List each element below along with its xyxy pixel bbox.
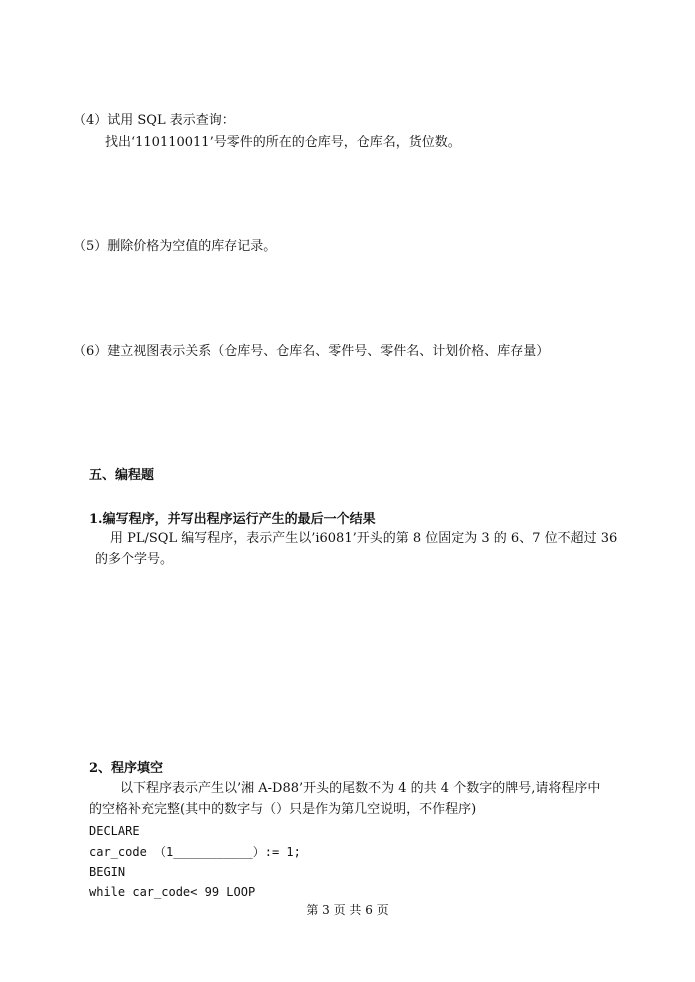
page-footer: 第 3 页 共 6 页: [306, 903, 389, 917]
code-line: BEGIN: [89, 865, 126, 879]
item-1-body-line-1: 用 PL/SQL 编写程序，表示产生以’i6081’开头的第 8 位固定为 3 的 6、7 位不超过 36: [110, 531, 618, 546]
item-1-title: 1.编写程序，并写出程序运行产生的最后一个结果: [89, 512, 376, 527]
code-line: car_code （1___________）:= 1;: [89, 845, 301, 859]
item-2-body-line-1: 以下程序表示产生以’湘 A-D88’开头的尾数不为 4 的共 4 个数字的牌号,请将程序中: [120, 781, 601, 796]
question-6-heading: （6）建立视图表示关系（仓库号、仓库名、零件号、零件名、计划价格、库存量）: [73, 344, 550, 359]
item-2-body-line-2: 的空格补充完整(其中的数字与（）只是作为第几空说明，不作程序): [89, 802, 477, 817]
code-line: while car_code< 99 LOOP: [89, 885, 256, 899]
question-4-heading: （4）试用 SQL 表示查询：: [73, 113, 235, 128]
section-5-title: 五、编程题: [89, 468, 155, 483]
question-5-heading: （5）删除价格为空值的库存记录。: [73, 239, 277, 254]
item-2-title: 2、程序填空: [89, 761, 164, 776]
item-1-body-line-2: 的多个学号。: [95, 552, 174, 567]
question-4-body: 找出‘110110011’号零件的所在的仓库号，仓库名，货位数。: [105, 135, 461, 150]
code-line: DECLARE: [89, 824, 140, 838]
